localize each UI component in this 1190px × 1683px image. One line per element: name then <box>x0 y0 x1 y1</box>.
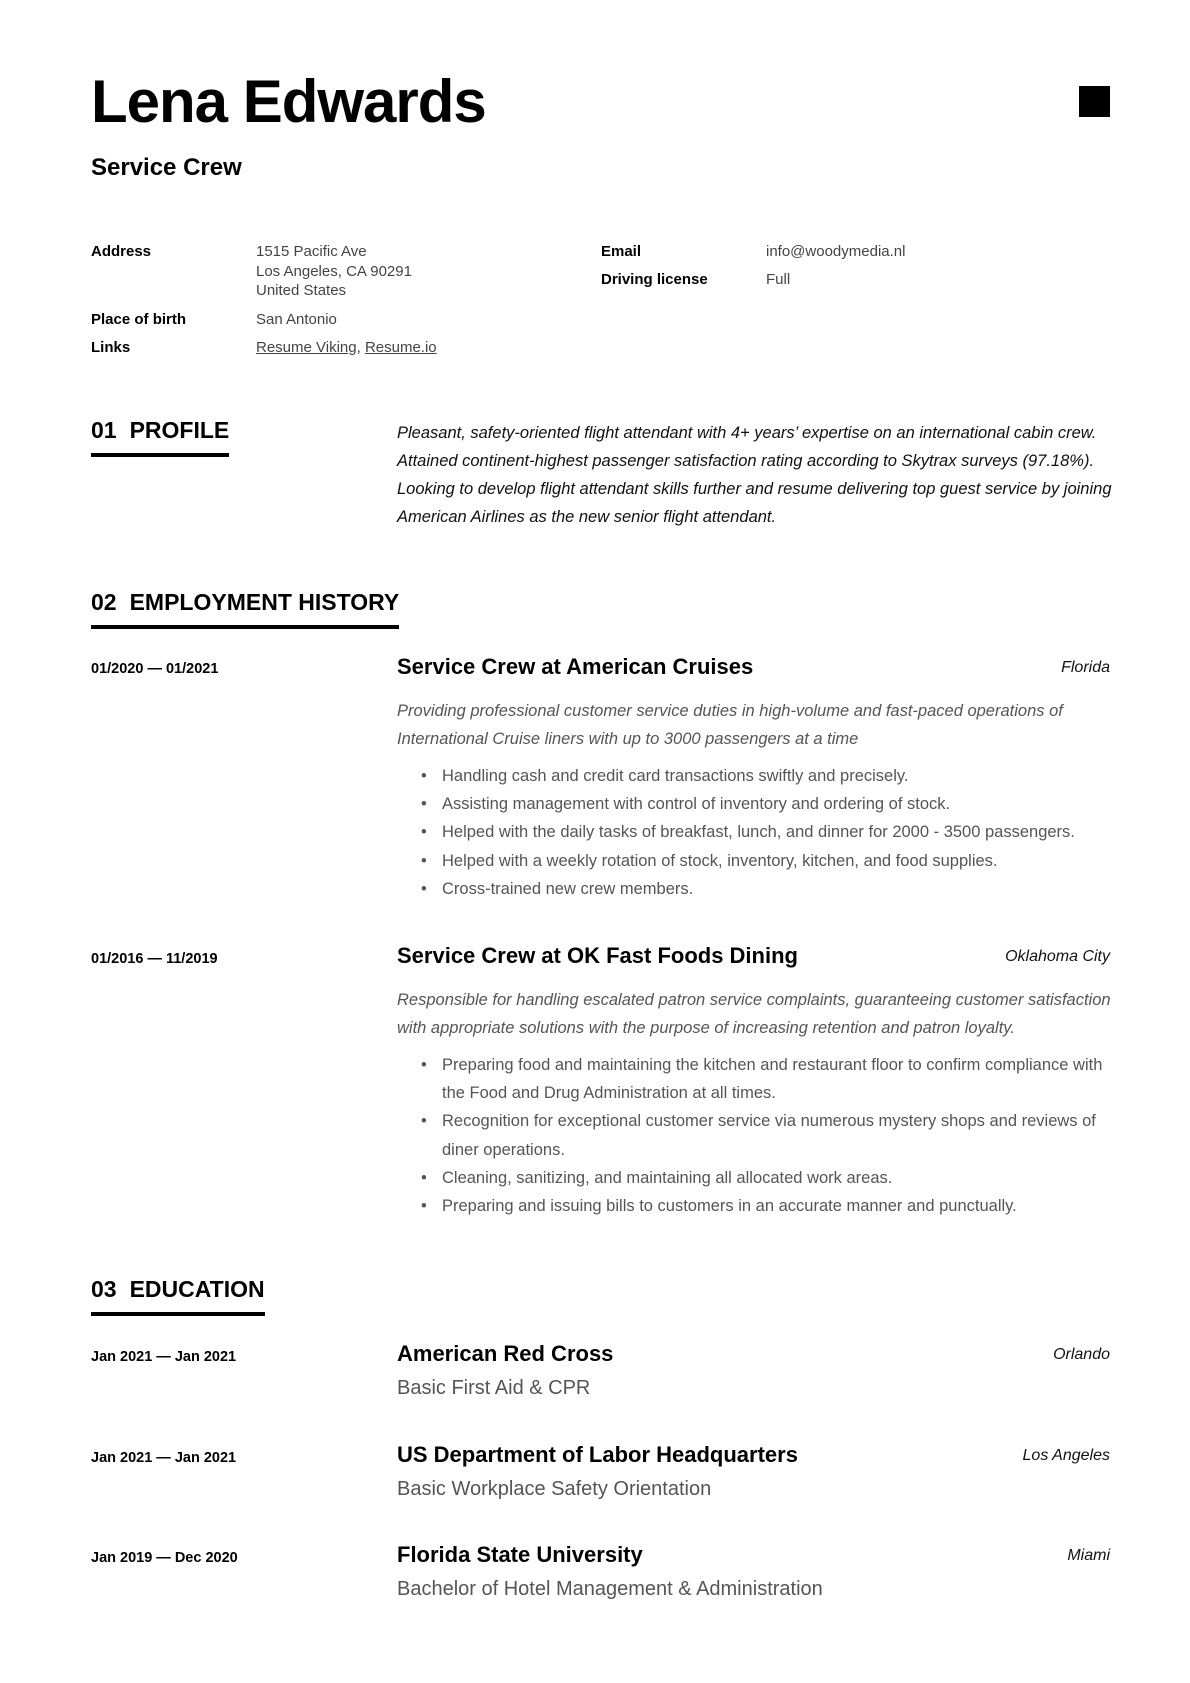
school-name: US Department of Labor Headquarters <box>397 1442 798 1467</box>
job-description: Providing professional customer service duties in high-volume and fast-paced operations of International Cruise liners with up to 3000 passengers at a time <box>397 702 1063 748</box>
job-title-heading: Service Crew at OK Fast Foods Dining <box>397 943 798 968</box>
job-title-heading: Service Crew at American Cruises <box>397 654 754 679</box>
list-item: • Cross-trained new crew members. <box>397 875 1122 903</box>
links-label: Links <box>91 339 131 356</box>
list-item: • Helped with the daily tasks of breakfast, lunch, and dinner for 2000 - 3500 passengers. <box>397 818 1122 846</box>
list-item: • Recognition for exceptional customer service via numerous mystery shops and reviews of diner operations. <box>397 1107 1122 1163</box>
address-label: Address <box>91 243 152 260</box>
degree-name: Basic First Aid & CPR <box>397 1377 591 1399</box>
address-line-3: United States <box>256 282 347 299</box>
list-item: • Helped with a weekly rotation of stock, inventory, kitchen, and food supplies. <box>397 847 1122 875</box>
address-line-1: 1515 Pacific Ave <box>256 243 367 260</box>
education-dates: Jan 2021 — Jan 2021 <box>91 1349 237 1365</box>
section-title: PROFILE <box>129 417 230 443</box>
email-value: info@woodymedia.nl <box>766 243 906 260</box>
list-item: • Assisting management with control of inventory and ordering of stock. <box>397 790 1122 818</box>
address-line-2: Los Angeles, CA 90291 <box>256 262 412 280</box>
candidate-name: Lena Edwards <box>91 68 486 135</box>
school-name: American Red Cross <box>397 1341 614 1366</box>
birth-label: Place of birth <box>91 311 187 328</box>
job-bullets <box>397 1051 1122 1220</box>
address-value <box>256 242 412 301</box>
email-label: Email <box>601 243 642 260</box>
employment-heading <box>91 587 399 629</box>
section-title: EMPLOYMENT HISTORY <box>129 589 400 615</box>
job-description: Responsible for handling escalated patron service complaints, guaranteeing customer satisfaction with appropriate solutions with the purpose of increasing retention and patron loyalty. <box>397 991 1111 1037</box>
section-number: 01 <box>91 417 117 443</box>
birth-value: San Antonio <box>256 311 337 328</box>
license-value: Full <box>766 271 791 288</box>
list-item: • Preparing and issuing bills to customers in an accurate manner and punctually. <box>397 1192 1122 1220</box>
list-item: • Cleaning, sanitizing, and maintaining all allocated work areas. <box>397 1164 1122 1192</box>
degree-name: Basic Workplace Safety Orientation <box>397 1478 712 1500</box>
school-name: Florida State University <box>397 1542 643 1567</box>
education-city: Orlando <box>1053 1346 1110 1363</box>
profile-summary: Pleasant, safety-oriented flight attendant with 4+ years’ expertise on an international cabin crew. Attained continent-highest passenger satisfaction rating according to Skytrax surveys (97.18%). Looking to develop flight attendant skills further and resume delivering top guest service by joining American Airlines as the new senior flight attendant. <box>397 424 1112 526</box>
resume-viking-link[interactable]: Resume Viking <box>256 339 357 356</box>
job-dates: 01/2020 — 01/2021 <box>91 661 219 677</box>
logo-square-icon <box>1079 86 1110 117</box>
resume-io-link[interactable]: Resume.io <box>364 339 437 356</box>
job-bullets <box>397 762 1122 903</box>
section-title: EDUCATION <box>129 1276 265 1302</box>
links-value <box>256 338 437 358</box>
list-item: • Handling cash and credit card transactions swiftly and precisely. <box>397 762 1122 790</box>
job-city: Florida <box>1061 659 1110 676</box>
education-city: Miami <box>1067 1547 1110 1564</box>
link-separator: , <box>356 339 365 356</box>
education-dates: Jan 2019 — Dec 2020 <box>91 1550 238 1566</box>
education-heading <box>91 1274 265 1316</box>
section-number: 02 <box>91 589 117 615</box>
section-number: 03 <box>91 1276 117 1302</box>
degree-name: Bachelor of Hotel Management & Administration <box>397 1578 823 1600</box>
job-title: Service Crew <box>91 154 242 181</box>
license-label: Driving license <box>601 271 708 288</box>
education-city: Los Angeles <box>1022 1447 1110 1464</box>
job-dates: 01/2016 — 11/2019 <box>91 951 218 967</box>
education-dates: Jan 2021 — Jan 2021 <box>91 1450 237 1466</box>
list-item: • Preparing food and maintaining the kitchen and restaurant floor to confirm compliance with the Food and Drug Administration at all times. <box>397 1051 1122 1107</box>
profile-heading <box>91 415 229 457</box>
job-city: Oklahoma City <box>1005 948 1110 965</box>
